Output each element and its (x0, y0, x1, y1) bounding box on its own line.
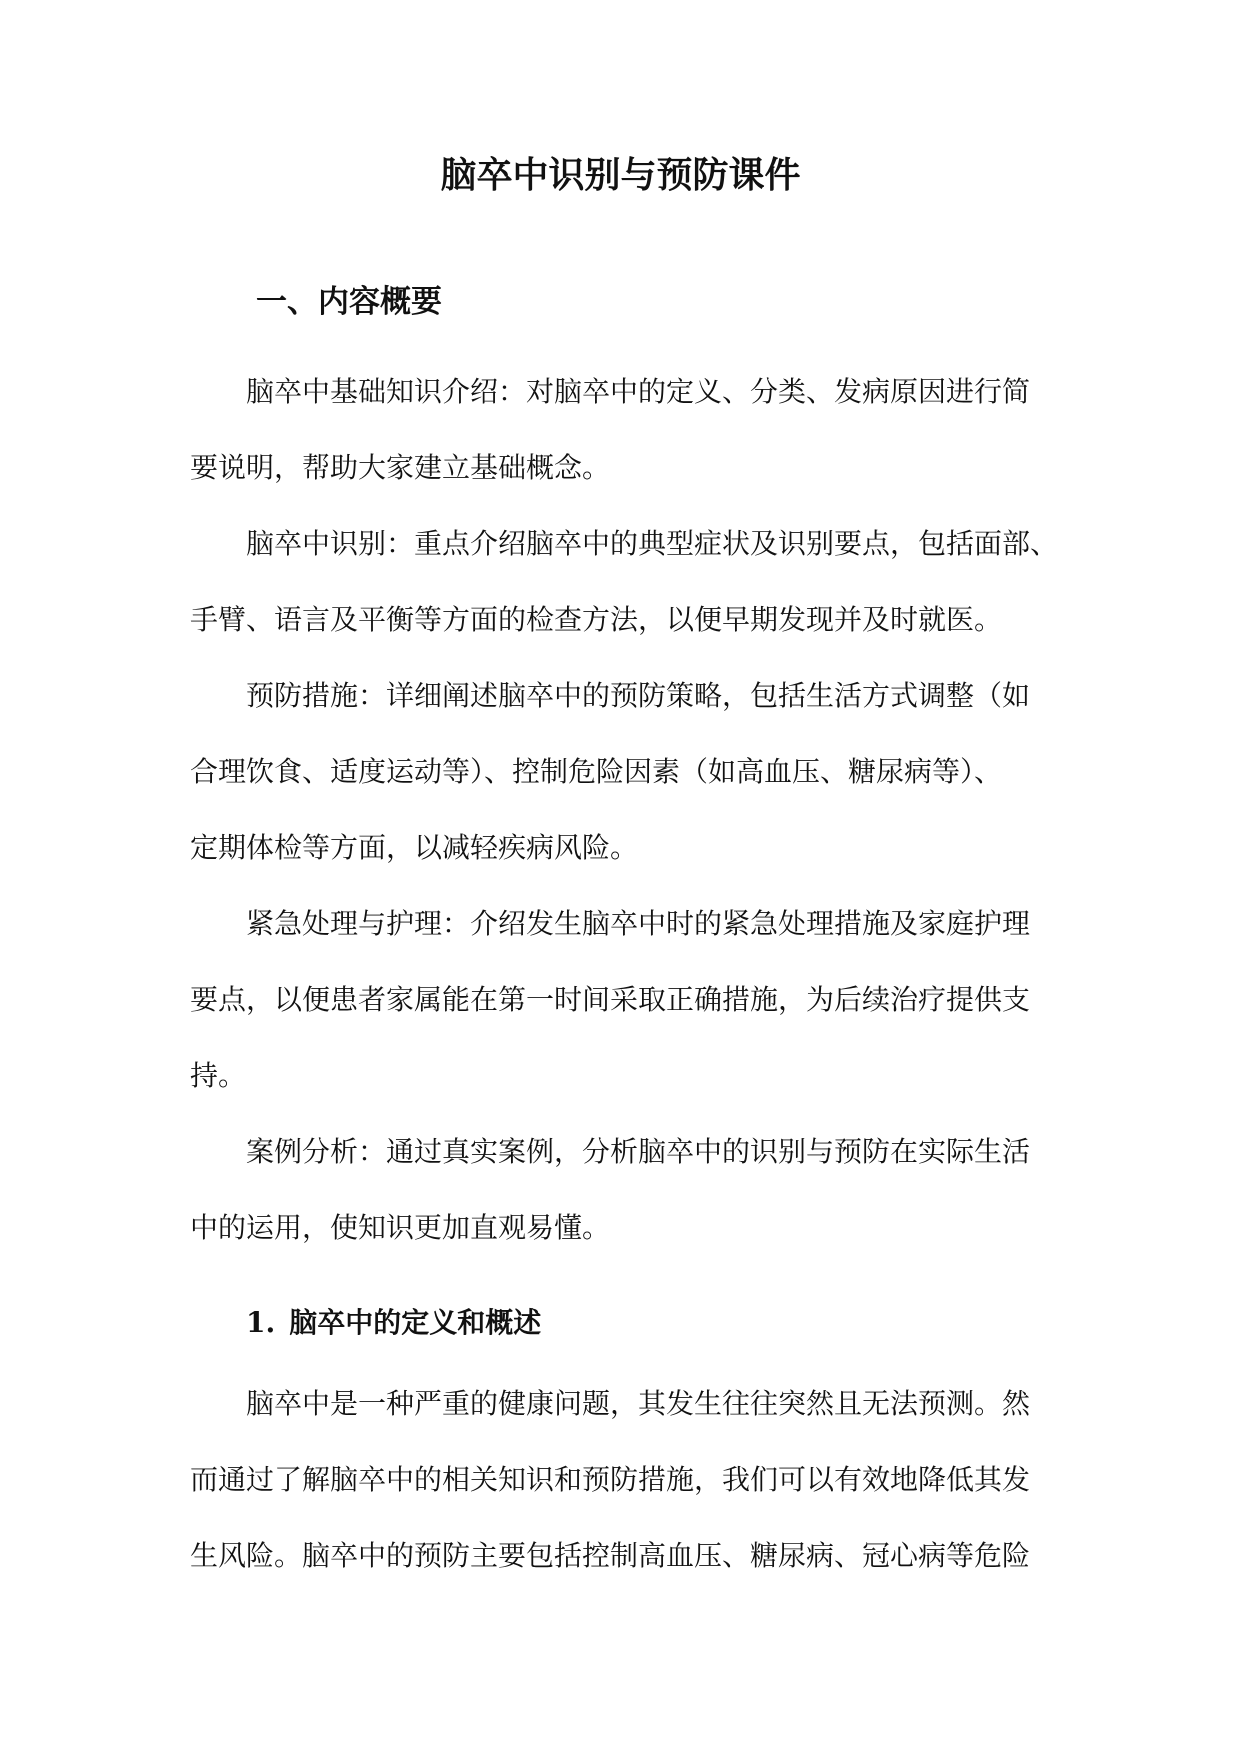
paragraph-line: 案例分析：通过真实案例，分析脑卒中的识别与预防在实际生活 (246, 1135, 1031, 1168)
paragraph-line: 合理饮食、适度运动等）、控制危险因素（如高血压、糖尿病等）、 (190, 755, 1003, 788)
paragraph-line: 定期体检等方面，以减轻疾病风险。 (190, 831, 639, 864)
paragraph-line: 脑卒中是一种严重的健康问题，其发生往往突然且无法预测。然 (246, 1387, 1031, 1420)
paragraph-line: 预防措施：详细阐述脑卒中的预防策略，包括生活方式调整（如 (246, 679, 1031, 712)
paragraph-line: 生风险。脑卒中的预防主要包括控制高血压、糖尿病、冠心病等危险 (190, 1539, 1031, 1572)
paragraph-line: 持。 (190, 1059, 247, 1092)
paragraph-line: 要说明，帮助大家建立基础概念。 (190, 451, 611, 484)
subsection-number: 1. (246, 1306, 276, 1339)
paragraph-line: 而通过了解脑卒中的相关知识和预防措施，我们可以有效地降低其发 (190, 1463, 1031, 1496)
section-heading-overview: 一、内容概要 (256, 284, 442, 320)
paragraph-line: 脑卒中识别：重点介绍脑卒中的典型症状及识别要点，包括面部、 (246, 527, 1059, 560)
paragraph-line: 要点，以便患者家属能在第一时间采取正确措施，为后续治疗提供支 (190, 983, 1031, 1016)
subsection-title: 脑卒中的定义和概述 (289, 1306, 542, 1339)
subsection-heading-definition (246, 1303, 541, 1343)
paragraph-line: 紧急处理与护理：介绍发生脑卒中时的紧急处理措施及家庭护理 (246, 907, 1031, 940)
paragraph-line: 脑卒中基础知识介绍：对脑卒中的定义、分类、发病原因进行简 (246, 375, 1031, 408)
document-title: 脑卒中识别与预防课件 (440, 154, 801, 196)
paragraph-line: 手臂、语言及平衡等方面的检查方法，以便早期发现并及时就医。 (190, 603, 1003, 636)
paragraph-line: 中的运用，使知识更加直观易懂。 (190, 1211, 611, 1244)
